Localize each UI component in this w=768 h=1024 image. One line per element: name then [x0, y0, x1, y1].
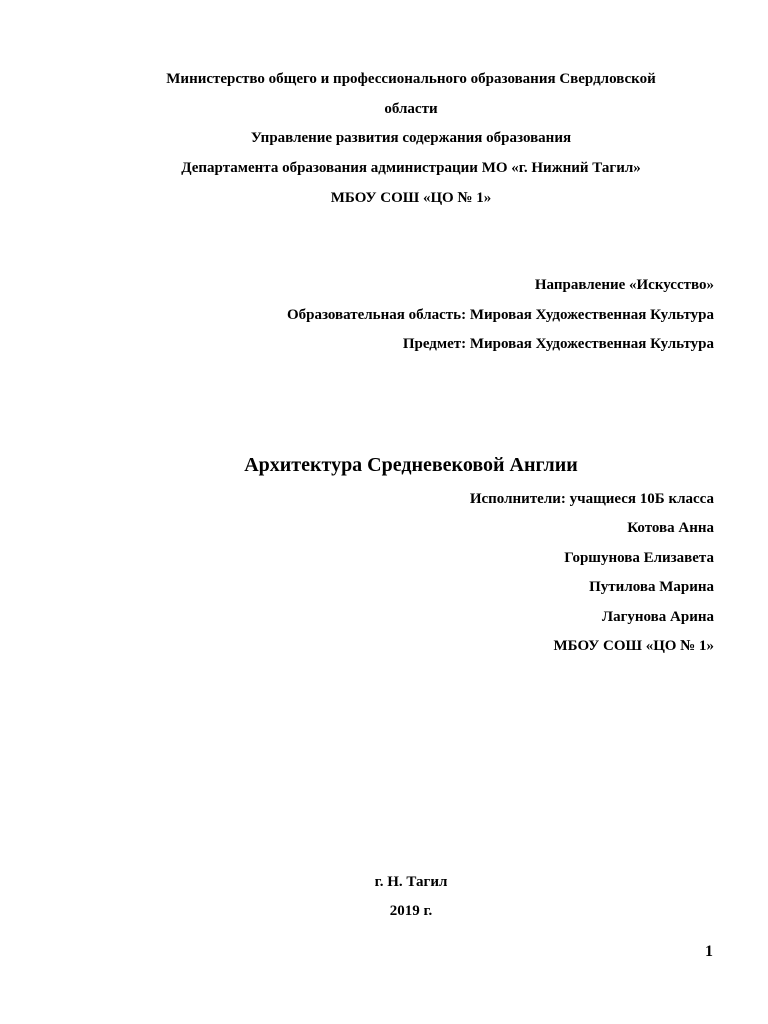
header-ministry-line1: Министерство общего и профессионального образования Свердловской: [166, 71, 656, 87]
performer-name: Путилова Марина: [589, 579, 714, 595]
performer-name: Котова Анна: [627, 520, 714, 536]
info-subject: Предмет: Мировая Художественная Культура: [402, 336, 714, 352]
performer-name: Лагунова Арина: [601, 609, 714, 625]
footer-city: г. Н. Тагил: [374, 874, 448, 890]
performers-school: МБОУ СОШ «ЦО № 1»: [553, 638, 714, 654]
header-school: МБОУ СОШ «ЦО № 1»: [330, 190, 492, 206]
header-department: Департамента образования администрации МО «г. Нижний Тагил»: [181, 160, 641, 176]
performer-name: Горшунова Елизавета: [564, 550, 714, 566]
info-direction: Направление «Искусство»: [534, 277, 714, 293]
page-title: Архитектура Средневековой Англии: [244, 454, 578, 476]
header-ministry-line2: области: [384, 101, 438, 117]
header-directorate: Управление развития содержания образования: [250, 130, 572, 146]
info-field: Образовательная область: Мировая Художественная Культура: [286, 307, 714, 323]
page-number: 1: [705, 943, 713, 960]
performers-heading: Исполнители: учащиеся 10Б класса: [469, 491, 714, 507]
footer-year: 2019 г.: [389, 903, 433, 919]
